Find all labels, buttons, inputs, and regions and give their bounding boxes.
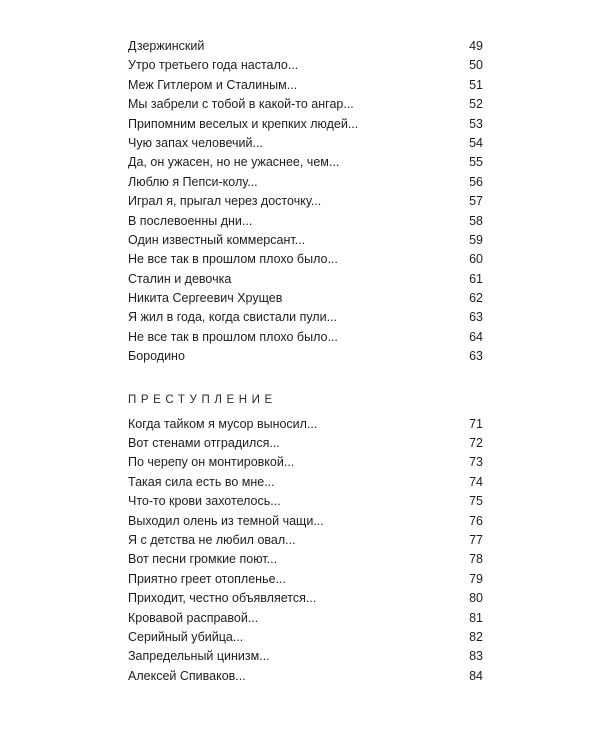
- toc-entry: [128, 250, 483, 269]
- toc-entry: [128, 589, 483, 608]
- toc-entry: [128, 173, 483, 192]
- toc-entry-title: Серийный убийца...: [128, 629, 244, 644]
- toc-entry-title: В послевоенны дни...: [128, 213, 253, 228]
- toc-entry-title: Мы забрели с тобой в какой-то ангар...: [128, 97, 354, 112]
- toc-entry: [128, 531, 483, 550]
- toc-entry-title: Не все так в прошлом плохо было...: [128, 329, 338, 344]
- toc-entry: [128, 56, 483, 75]
- toc-entry-title: Вот песни громкие поют...: [128, 552, 278, 567]
- toc-entry-title: Алексей Спиваков...: [128, 668, 246, 683]
- toc-entry-page: 84: [469, 668, 483, 683]
- toc-entry: [128, 95, 483, 114]
- toc-entry: [128, 153, 483, 172]
- toc-entry-title: Запредельный цинизм...: [128, 649, 270, 664]
- toc-entry-page: 51: [469, 77, 483, 92]
- toc-entry-title: По черепу он монтировкой...: [128, 455, 295, 470]
- toc-entry-page: 53: [469, 116, 483, 131]
- toc-entry: [128, 512, 483, 531]
- toc-entry: [128, 76, 483, 95]
- toc-entry-title: Кровавой расправой...: [128, 610, 259, 625]
- toc-entry-page: 83: [469, 649, 483, 664]
- toc-entry-page: 52: [469, 97, 483, 112]
- toc-entry-page: 55: [469, 155, 483, 170]
- section-heading: ПРЕСТУПЛЕНИЕ: [128, 393, 277, 406]
- toc-entry: [128, 347, 483, 366]
- toc-list-part-2: [128, 415, 483, 686]
- toc-entry: [128, 453, 483, 472]
- toc-entry-title: Дзержинский: [128, 39, 205, 53]
- toc-entry-title: Когда тайком я мусор выносил...: [128, 416, 318, 431]
- toc-entry-page: 76: [469, 513, 483, 528]
- table-of-contents: [128, 37, 483, 686]
- toc-entry-page: 60: [469, 252, 483, 267]
- toc-entry: [128, 134, 483, 153]
- toc-entry: [128, 647, 483, 666]
- toc-entry-page: 78: [469, 552, 483, 567]
- toc-entry: [128, 192, 483, 211]
- toc-entry-title: Не все так в прошлом плохо было...: [128, 252, 338, 267]
- toc-entry: [128, 212, 483, 231]
- toc-entry: [128, 628, 483, 647]
- toc-entry: [128, 37, 483, 56]
- toc-entry-page: 80: [469, 591, 483, 606]
- toc-entry-title: Приятно греет отопленье...: [128, 571, 286, 586]
- toc-entry-page: 62: [469, 291, 483, 306]
- toc-entry-page: 71: [469, 416, 483, 431]
- toc-entry-page: 74: [469, 474, 483, 489]
- toc-entry: [128, 434, 483, 453]
- toc-entry-title: Я жил в года, когда свистали пули...: [128, 310, 338, 325]
- toc-entry: [128, 415, 483, 434]
- toc-entry-page: 58: [469, 213, 483, 228]
- toc-entry-title: Меж Гитлером и Сталиным...: [128, 77, 298, 92]
- toc-entry: [128, 231, 483, 250]
- toc-entry-page: 82: [469, 629, 483, 644]
- toc-entry-title: Чую запах человечий...: [128, 135, 263, 150]
- toc-entry: [128, 328, 483, 347]
- toc-entry: [128, 308, 483, 327]
- toc-entry-page: 54: [469, 135, 483, 150]
- toc-entry: [128, 550, 483, 569]
- toc-entry-title: Бородино: [128, 349, 185, 364]
- toc-entry-title: Да, он ужасен, но не ужаснее, чем...: [128, 155, 340, 170]
- toc-entry: [128, 492, 483, 511]
- toc-entry-title: Один известный коммерсант...: [128, 232, 306, 247]
- toc-entry-page: 64: [469, 329, 483, 344]
- toc-entry: [128, 667, 483, 686]
- toc-entry: [128, 473, 483, 492]
- toc-entry-page: 75: [469, 494, 483, 509]
- toc-entry-page: 57: [469, 194, 483, 209]
- toc-entry-title: Вот стенами отградился...: [128, 436, 280, 451]
- toc-entry-title: Такая сила есть во мне...: [128, 474, 275, 489]
- toc-entry-page: 77: [469, 532, 483, 547]
- toc-entry-title: Выходил олень из темной чащи...: [128, 513, 324, 528]
- toc-entry-title: Утро третьего года настало...: [128, 58, 299, 73]
- toc-list-part-1: [128, 37, 483, 367]
- toc-entry-page: 59: [469, 232, 483, 247]
- toc-entry-page: 73: [469, 455, 483, 470]
- toc-entry-title: Приходит, честно объявляется...: [128, 591, 317, 606]
- toc-entry-page: 63: [469, 349, 483, 364]
- toc-entry: [128, 609, 483, 628]
- toc-entry-title: Припомним веселых и крепких людей...: [128, 116, 359, 131]
- toc-entry-title: Никита Сергеевич Хрущев: [128, 291, 283, 306]
- toc-entry: [128, 570, 483, 589]
- toc-entry: [128, 115, 483, 134]
- toc-entry-page: 61: [469, 271, 483, 286]
- toc-entry-title: Играл я, прыгал через досточку...: [128, 194, 322, 209]
- toc-entry-page: 81: [469, 610, 483, 625]
- toc-entry-page: 49: [469, 39, 483, 53]
- toc-entry-title: Я с детства не любил овал...: [128, 532, 296, 547]
- toc-entry-page: 56: [469, 174, 483, 189]
- toc-entry: [128, 270, 483, 289]
- toc-entry-page: 72: [469, 436, 483, 451]
- toc-entry-page: 50: [469, 58, 483, 73]
- toc-entry-page: 79: [469, 571, 483, 586]
- toc-entry-title: Что-то крови захотелось...: [128, 494, 281, 509]
- toc-entry: [128, 289, 483, 308]
- toc-entry-page: 63: [469, 310, 483, 325]
- toc-entry-title: Сталин и девочка: [128, 271, 232, 286]
- toc-entry-title: Люблю я Пепси-колу...: [128, 174, 258, 189]
